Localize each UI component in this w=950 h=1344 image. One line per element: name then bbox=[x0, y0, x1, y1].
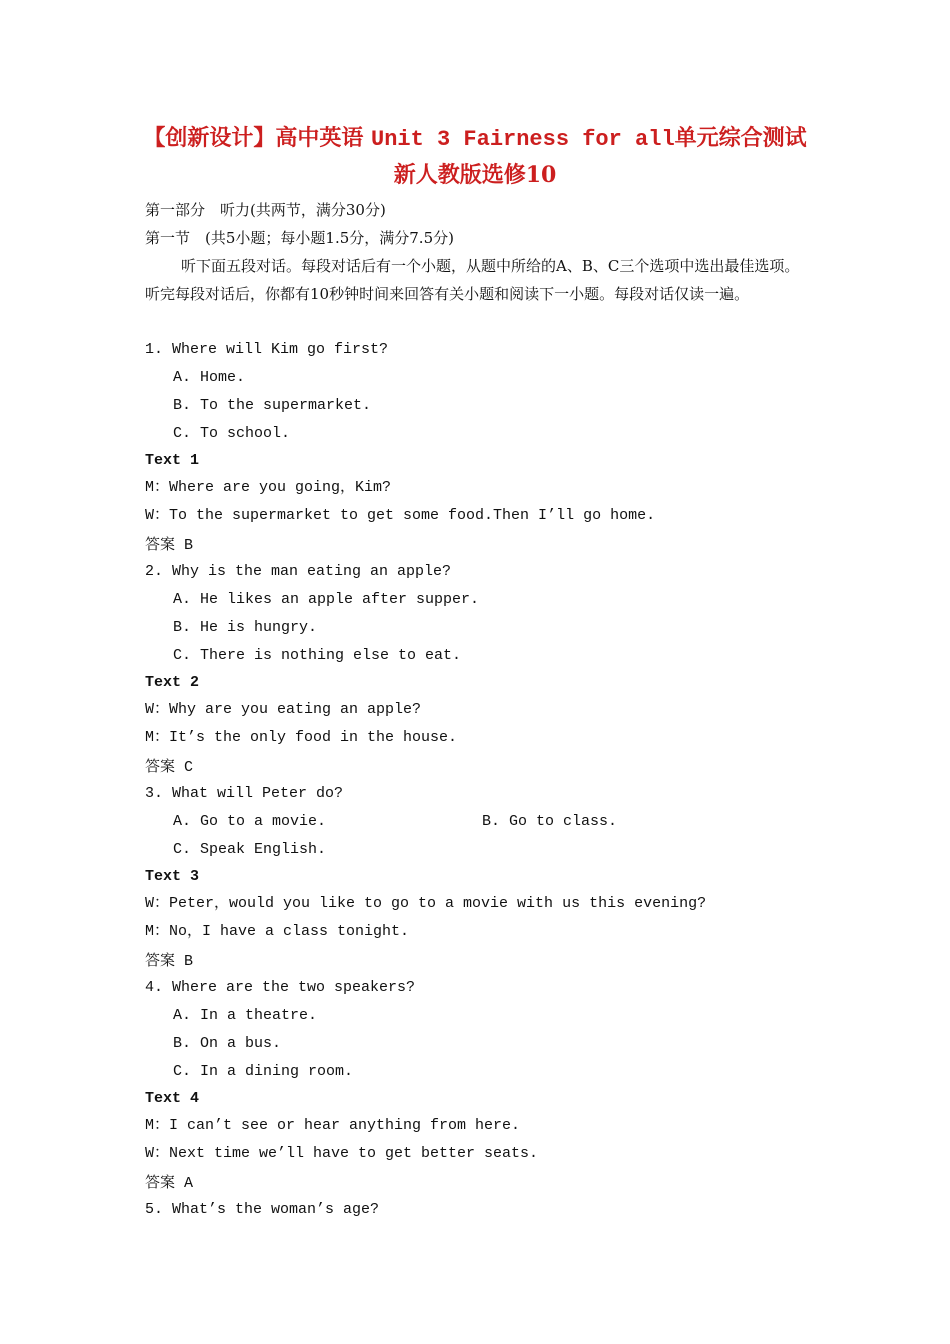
q3-dialogue-line-1: W：Peter，would you like to go to a movie with us this evening? bbox=[145, 895, 707, 912]
q1-dialogue-line-2: W：To the supermarket to get some food.Then I’ll go home. bbox=[145, 507, 656, 524]
answer-label: 答案 bbox=[145, 535, 176, 553]
answer-value: C bbox=[184, 759, 194, 776]
q2-dialogue-line-2: M：It’s the only food in the house. bbox=[145, 729, 458, 746]
document-title-line1 bbox=[0, 121, 950, 152]
q2-option-a: A. He likes an apple after supper. bbox=[173, 591, 480, 608]
section-heading: 第一节 (共5小题；每小题1.5分，满分7.5分) bbox=[145, 229, 454, 247]
q2-option-c: C. There is nothing else to eat. bbox=[173, 647, 462, 664]
text-4-label: Text 4 bbox=[145, 1090, 200, 1107]
title-prefix: 【创新设计】高中英语 bbox=[143, 125, 364, 151]
q2-answer bbox=[145, 752, 810, 780]
q4-option-b: B. On a bus. bbox=[173, 1035, 282, 1052]
title-unit-name: Unit 3 Fairness for all bbox=[371, 127, 675, 152]
instructions-paragraph: 听下面五段对话。每段对话后有一个小题，从题中所给的A、B、C三个选项中选出最佳选项。听完每段对话后，你都有10秒钟时间来回答有关小题和阅读下一小题。每段对话仅读一遍。 bbox=[145, 257, 800, 303]
q3-answer bbox=[145, 946, 810, 974]
q4-dialogue-line-1: M：I can’t see or hear anything from here. bbox=[145, 1117, 521, 1134]
answer-value: B bbox=[184, 537, 194, 554]
answer-label: 答案 bbox=[145, 951, 176, 969]
text-2-label: Text 2 bbox=[145, 674, 200, 691]
answer-label: 答案 bbox=[145, 757, 176, 775]
question-5: 5. What’s the woman’s age? bbox=[145, 1201, 380, 1218]
q1-dialogue-line-1: M：Where are you going，Kim? bbox=[145, 479, 392, 496]
text-3-label: Text 3 bbox=[145, 868, 200, 885]
part-heading: 第一部分 听力(共两节，满分30分) bbox=[145, 201, 386, 219]
q1-option-c: C. To school. bbox=[173, 425, 291, 442]
q3-option-b: B. Go to class. bbox=[482, 813, 618, 830]
title-suffix: 单元综合测试 bbox=[674, 125, 807, 151]
q1-option-b: B. To the supermarket. bbox=[173, 397, 372, 414]
document-body bbox=[145, 196, 810, 1224]
q4-option-a: A. In a theatre. bbox=[173, 1007, 318, 1024]
q4-option-c: C. In a dining room. bbox=[173, 1063, 354, 1080]
question-2: 2. Why is the man eating an apple? bbox=[145, 563, 452, 580]
q3-dialogue-line-2: M：No，I have a class tonight. bbox=[145, 923, 410, 940]
q3-option-c: C. Speak English. bbox=[173, 841, 327, 858]
q4-answer bbox=[145, 1168, 810, 1196]
question-4: 4. Where are the two speakers? bbox=[145, 979, 416, 996]
answer-value: A bbox=[184, 1175, 194, 1192]
q4-dialogue-line-2: W：Next time we’ll have to get better seats. bbox=[145, 1145, 539, 1162]
document-title-line2: 新人教版选修10 bbox=[393, 162, 557, 188]
question-3: 3. What will Peter do? bbox=[145, 785, 344, 802]
answer-value: B bbox=[184, 953, 194, 970]
q2-option-b: B. He is hungry. bbox=[173, 619, 318, 636]
q3-option-a: A. Go to a movie. bbox=[173, 813, 327, 830]
q2-dialogue-line-1: W：Why are you eating an apple? bbox=[145, 701, 422, 718]
q3-options-row bbox=[145, 808, 810, 836]
question-1: 1. Where will Kim go first? bbox=[145, 341, 389, 358]
q1-answer bbox=[145, 530, 810, 558]
text-1-label: Text 1 bbox=[145, 452, 200, 469]
answer-label: 答案 bbox=[145, 1173, 176, 1191]
q1-option-a: A. Home. bbox=[173, 369, 246, 386]
